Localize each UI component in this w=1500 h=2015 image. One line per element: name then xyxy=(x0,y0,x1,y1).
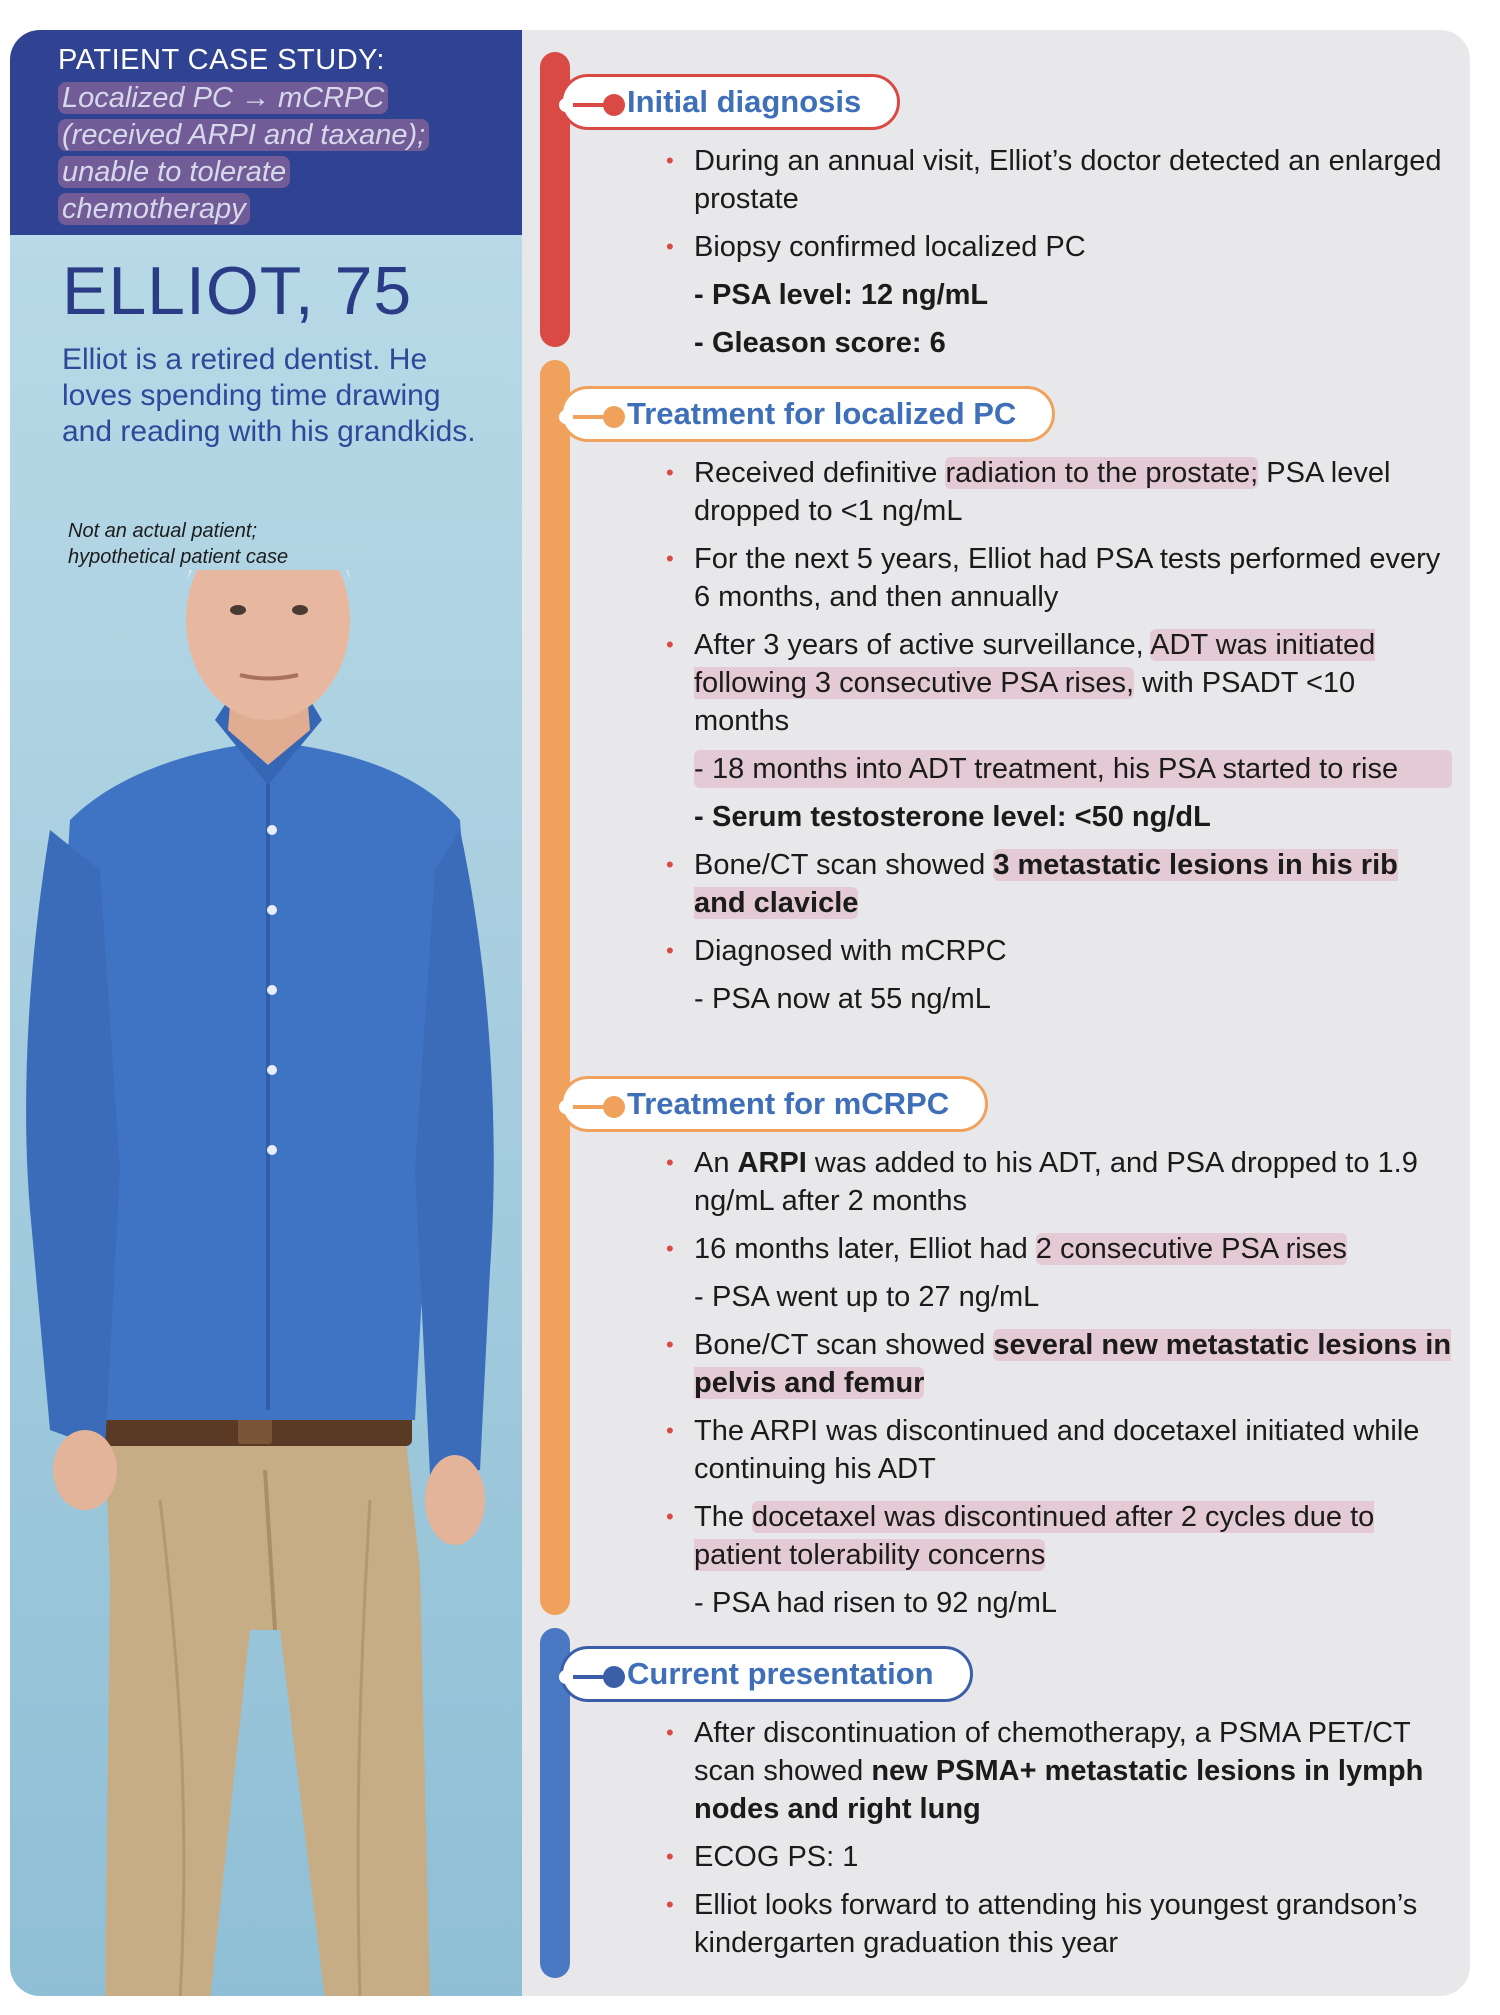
list-subitem: - Serum testosterone level: <50 ng/dL xyxy=(694,801,1211,833)
timeline-panel xyxy=(522,30,1470,1996)
case-study-label: PATIENT CASE STUDY: xyxy=(58,44,385,76)
timeline-node-icon xyxy=(603,1666,625,1688)
arrow-icon: → xyxy=(240,82,270,114)
section-title: Treatment for mCRPC xyxy=(627,1086,950,1121)
timeline-node-icon xyxy=(603,1096,625,1118)
case-line: unable to tolerate xyxy=(58,154,508,191)
list-item: • After 3 years of active surveillance, ADT was initiated following 3 consecutive PSA rises, with PSADT <10 months xyxy=(662,626,1452,740)
section-title: Initial diagnosis xyxy=(627,84,862,119)
section-header-initial-diagnosis xyxy=(560,74,900,130)
section-title: Treatment for localized PC xyxy=(627,396,1017,431)
list-item: • During an annual visit, Elliot’s doctor detected an enlarged prostate xyxy=(662,142,1452,218)
section-header-localized-treatment xyxy=(560,386,1055,442)
case-study-summary xyxy=(58,80,508,228)
list-item: • Bone/CT scan showed several new metastatic lesions in pelvis and femur xyxy=(662,1326,1452,1402)
timeline-bar-treatment xyxy=(540,360,570,1615)
list-item: • Elliot looks forward to attending his youngest grandson’s kindergarten graduation this year xyxy=(662,1886,1452,1962)
list-item: • For the next 5 years, Elliot had PSA tests performed every 6 months, and then annually xyxy=(662,540,1452,616)
list-subitem: - Gleason score: 6 xyxy=(694,327,946,359)
timeline-node-icon xyxy=(603,406,625,428)
list-item: • ECOG PS: 1 xyxy=(662,1838,1452,1876)
timeline-node-icon xyxy=(603,94,625,116)
localized-treatment-list xyxy=(662,454,1452,1028)
list-item: • Bone/CT scan showed 3 metastatic lesions in his rib and clavicle xyxy=(662,846,1452,922)
disclaimer: Not an actual patient; hypothetical patient case xyxy=(68,520,289,568)
patient-name: ELLIOT, 75 xyxy=(62,253,413,329)
case-line: Localized PC → mCRPC xyxy=(58,80,508,117)
mcrpc-treatment-list xyxy=(662,1144,1452,1632)
initial-diagnosis-list xyxy=(662,142,1452,372)
list-item: • Received definitive radiation to the prostate; PSA level dropped to <1 ng/mL xyxy=(662,454,1452,530)
current-presentation-list xyxy=(662,1714,1452,1972)
patient-profile-panel xyxy=(10,30,522,1996)
case-line: (received ARPI and taxane); xyxy=(58,117,508,154)
list-item: • After discontinuation of chemotherapy, a PSMA PET/CT scan showed new PSMA+ metastatic lesions in lymph nodes and right lung xyxy=(662,1714,1452,1828)
case-study-header xyxy=(10,30,522,235)
list-subitem: - PSA level: 12 ng/mL xyxy=(694,279,989,311)
list-item: • The docetaxel was discontinued after 2 cycles due to patient tolerability concerns xyxy=(662,1498,1452,1574)
patient-bio: Elliot is a retired dentist. He loves spending time drawing and reading with his grandkids. xyxy=(62,343,476,448)
list-subitem: - PSA now at 55 ng/mL xyxy=(694,983,991,1015)
list-subitem: - PSA went up to 27 ng/mL xyxy=(694,1281,1040,1313)
list-item: • 16 months later, Elliot had 2 consecutive PSA rises xyxy=(662,1230,1452,1268)
list-item: • Biopsy confirmed localized PC xyxy=(662,228,1452,266)
list-subitem: - 18 months into ADT treatment, his PSA started to rise xyxy=(662,750,1452,788)
case-line: chemotherapy xyxy=(58,191,508,228)
section-title: Current presentation xyxy=(627,1656,934,1691)
list-item: • Diagnosed with mCRPC xyxy=(662,932,1452,970)
section-header-current-presentation xyxy=(560,1646,973,1702)
patient-photo xyxy=(10,570,522,1996)
list-subitem: - PSA had risen to 92 ng/mL xyxy=(694,1587,1057,1619)
section-header-mcrpc-treatment xyxy=(560,1076,988,1132)
list-item: • An ARPI was added to his ADT, and PSA dropped to 1.9 ng/mL after 2 months xyxy=(662,1144,1452,1220)
list-item: • The ARPI was discontinued and docetaxel initiated while continuing his ADT xyxy=(662,1412,1452,1488)
